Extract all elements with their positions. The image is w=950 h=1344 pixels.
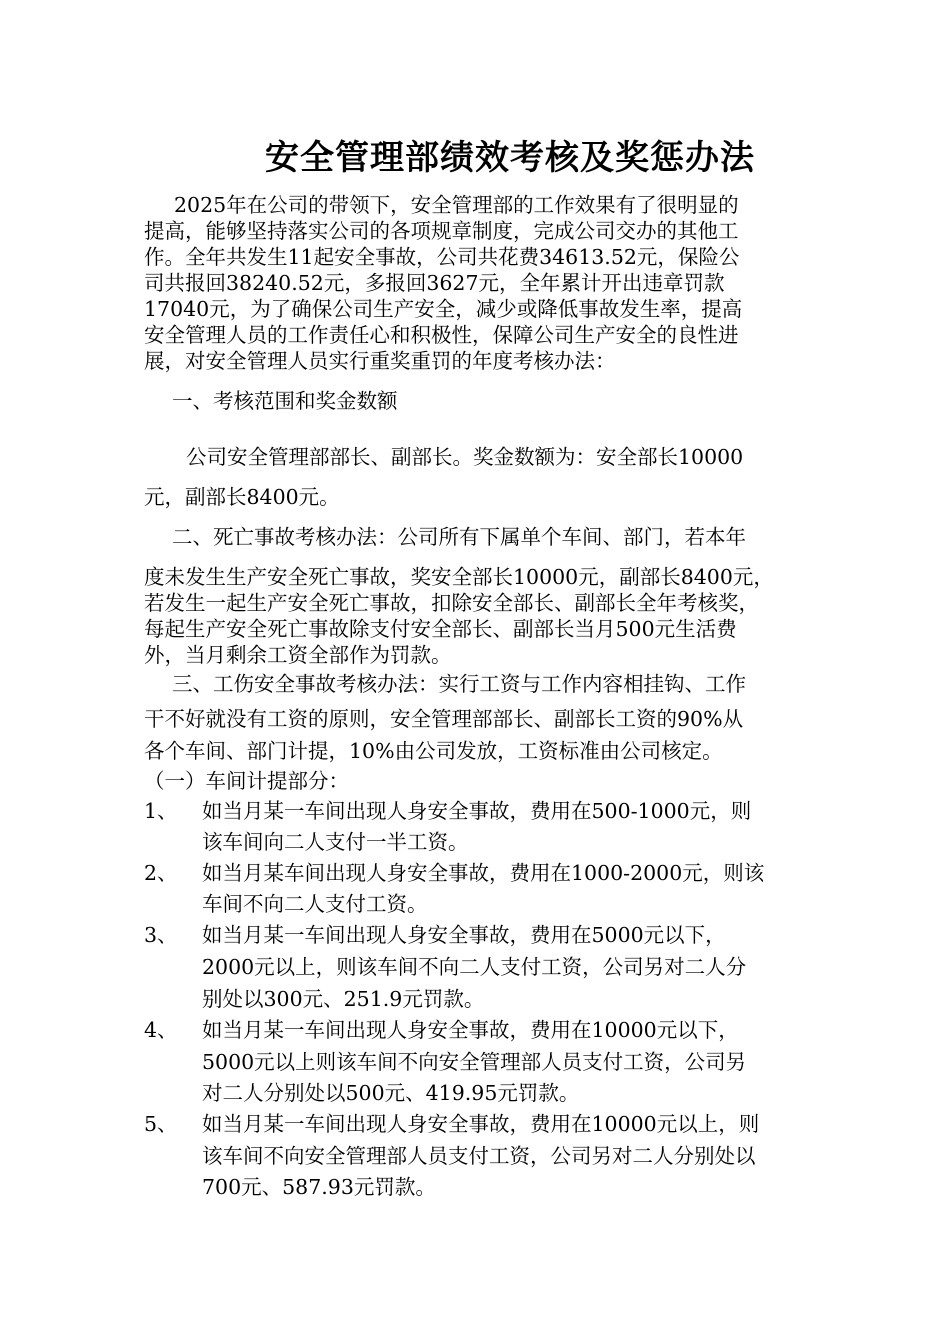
list-item-number: 2、 (144, 861, 178, 885)
list-item-line: 700元、587.93元罚款。 (202, 1175, 436, 1199)
section-2-line: 二、死亡事故考核办法：公司所有下属单个车间、部门，若本年 (172, 525, 746, 549)
list-item-line: 如当月某一车间出现人身安全事故，费用在5000元以下， (202, 923, 726, 947)
intro-line: 提高，能够坚持落实公司的各项规章制度，完成公司交办的其他工 (144, 219, 739, 243)
section-2-line: 若发生一起生产安全死亡事故，扣除安全部长、副部长全年考核奖， (144, 591, 759, 615)
list-item-line: 如当月某一车间出现人身安全事故，费用在10000元以下， (202, 1018, 739, 1042)
list-item-line: 车间不向二人支付工资。 (202, 892, 428, 916)
section-1-line: 元，副部长8400元。 (144, 485, 340, 509)
section-2-line: 度未发生生产安全死亡事故，奖安全部长10000元，副部长8400元， (144, 565, 774, 589)
list-item-line: 别处以300元、251.9元罚款。 (202, 987, 485, 1011)
section-3-line: 三、工伤安全事故考核办法：实行工资与工作内容相挂钩、工作 (172, 672, 746, 696)
section-3-line: 干不好就没有工资的原则，安全管理部部长、副部长工资的90%从 (144, 707, 744, 731)
intro-line: 作。全年共发生11起安全事故，公司共花费34613.52元，保险公 (144, 245, 740, 269)
section-2-line: 每起生产安全死亡事故除支付安全部长、副部长当月500元生活费 (144, 617, 737, 641)
list-item-line: 该车间向二人支付一半工资。 (202, 830, 469, 854)
section-1-line: 公司安全管理部部长、副部长。奖金数额为：安全部长10000 (186, 445, 744, 469)
list-item-line: 如当月某一车间出现人身安全事故，费用在500-1000元，则 (202, 799, 752, 823)
subsection-1-heading: （一）车间计提部分： (144, 769, 349, 793)
list-item-line: 如当月某一车间出现人身安全事故，费用在10000元以上，则 (202, 1112, 760, 1136)
section-1-heading: 一、考核范围和奖金数额 (172, 389, 398, 413)
list-item-number: 4、 (144, 1018, 178, 1042)
document-title: 安全管理部绩效考核及奖惩办法 (265, 138, 755, 178)
section-2-line: 外，当月剩余工资全部作为罚款。 (144, 643, 452, 667)
intro-line: 17040元，为了确保公司生产安全，减少或降低事故发生率，提高 (144, 297, 743, 321)
list-item-line: 该车间不向安全管理部人员支付工资，公司另对二人分别处以 (202, 1144, 756, 1168)
list-item-number: 1、 (144, 799, 178, 823)
list-item-number: 3、 (144, 923, 178, 947)
list-item-line: 如当月某车间出现人身安全事故，费用在1000-2000元，则该 (202, 861, 765, 885)
list-item-line: 2000元以上，则该车间不向二人支付工资，公司另对二人分 (202, 955, 747, 979)
list-item-line: 5000元以上则该车间不向安全管理部人员支付工资，公司另 (202, 1050, 747, 1074)
intro-line: 展，对安全管理人员实行重奖重罚的年度考核办法： (144, 349, 616, 373)
intro-line: 安全管理人员的工作责任心和积极性，保障公司生产安全的良性进 (144, 323, 739, 347)
section-3-line: 各个车间、部门计提，10%由公司发放，工资标准由公司核定。 (144, 739, 723, 763)
list-item-line: 对二人分别处以500元、419.95元罚款。 (202, 1081, 580, 1105)
intro-line: 2025年在公司的带领下，安全管理部的工作效果有了很明显的 (174, 193, 739, 217)
list-item-number: 5、 (144, 1112, 178, 1136)
intro-line: 司共报回38240.52元，多报回3627元，全年累计开出违章罚款 (144, 271, 725, 295)
